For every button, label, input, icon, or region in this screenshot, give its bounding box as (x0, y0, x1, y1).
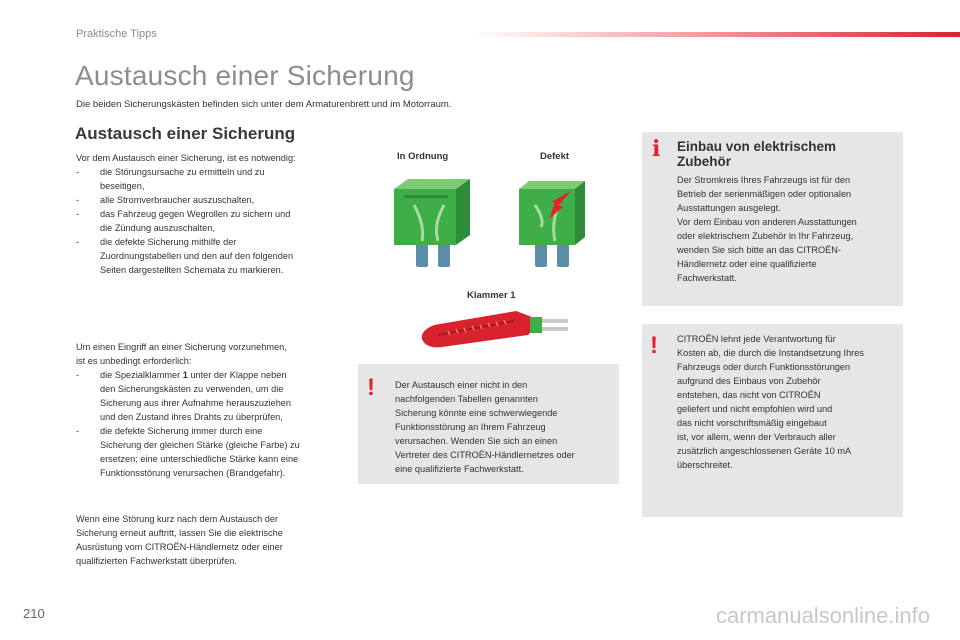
list-dash: - (76, 167, 80, 177)
line: Vor dem Einbau von anderen Ausstattungen (677, 217, 857, 227)
line: ist es unbedingt erforderlich: (76, 356, 192, 366)
watermark: carmanualsonline.info (715, 603, 930, 628)
list-item (76, 193, 356, 207)
info-icon: i (652, 136, 661, 162)
page-number: 210 (23, 606, 45, 621)
label-defekt: Defekt (540, 151, 570, 162)
line: Der Stromkreis Ihres Fahrzeugs ist für den (677, 175, 851, 185)
line: eine qualifizierte Fachwerkstatt. (395, 464, 524, 474)
line: beseitigen, (100, 181, 145, 191)
line: Sicherung aus ihrer Aufnahme herauszuziehen (100, 398, 292, 408)
list-dash: - (76, 209, 80, 219)
line: ersetzen; eine unterschiedliche Stärke kann eine (100, 454, 299, 464)
line: Ausstattungen ausgelegt. (677, 203, 781, 213)
liability-box (642, 324, 903, 517)
line: Sicherung erneut auftritt, lassen Sie die elektrische (76, 528, 283, 538)
line: CITROËN lehnt jede Verantwortung für (677, 334, 836, 344)
line: ist, vor allem, wenn der Verbrauch aller (677, 432, 836, 442)
line: wenden Sie sich bitte an das CITROËN- (677, 245, 841, 255)
line: die Störungsursache zu ermitteln und zu (100, 167, 265, 177)
clip-illustration (418, 305, 574, 350)
line: Einbau von elektrischem (677, 139, 837, 154)
section-label: Praktische Tipps (76, 28, 157, 40)
list-item (76, 207, 356, 235)
line: überschreitet. (677, 460, 733, 470)
text: unter der Klappe neben (187, 370, 287, 380)
intro-text: Vor dem Austausch einer Sicherung, ist es notwendig: (76, 153, 296, 163)
line: oder elektrischem Zubehör in Ihr Fahrzeug, (677, 231, 854, 241)
line: das nicht vorschriftsmäßig eingebaut (677, 418, 827, 428)
exclamation-icon: ! (650, 332, 658, 359)
line: nachfolgenden Tabellen genannten (395, 394, 538, 404)
list-dash: - (76, 237, 80, 247)
page-subtitle: Die beiden Sicherungskästen befinden sich unter dem Armaturenbrett und im Motorraum. (76, 99, 452, 110)
line: Funktionsstörung verursachen (Brandgefahr). (100, 468, 286, 478)
section-heading: Austausch einer Sicherung (75, 124, 296, 143)
line: geliefert und nicht empfohlen wird und (677, 404, 833, 414)
fuse-good-illustration (386, 175, 476, 275)
procedure-block (76, 340, 356, 480)
line: Vertreter des CITROËN-Händlernetzes oder (395, 450, 575, 460)
line: zusätzlich angeschlossenen Geräte 10 mA (677, 446, 852, 456)
label-in-ordnung: In Ordnung (397, 151, 449, 162)
label-klammer: Klammer 1 (467, 290, 516, 301)
line: Sicherung könnte eine schwerwiegende (395, 408, 558, 418)
exclamation-icon: ! (367, 374, 375, 401)
line: Funktionsstörung an Ihrem Fahrzeug (395, 422, 546, 432)
top-accent-bar (470, 32, 960, 37)
list-dash: - (76, 195, 80, 205)
line: das Fahrzeug gegen Wegrollen zu sichern und (100, 209, 291, 219)
precondition-list (76, 165, 356, 277)
line: Der Austausch einer nicht in den (395, 380, 528, 390)
clip-number: 1 (182, 370, 188, 380)
liability-text (677, 332, 901, 472)
list-dash: - (76, 370, 80, 380)
line: Zuordnungstabellen und den auf den folgenden (100, 251, 294, 261)
info-box (642, 132, 903, 306)
line: Fahrzeugs oder durch Funktionsstörungen (677, 362, 851, 372)
intro-block (76, 151, 356, 277)
line: aufgrund des Einbaus von Zubehör (677, 376, 821, 386)
list-dash: - (76, 426, 80, 436)
line (100, 368, 356, 382)
info-text (677, 173, 899, 285)
list-item (76, 424, 356, 480)
list-item (76, 165, 356, 193)
line: und den Zustand ihres Drahts zu überprüfen, (100, 412, 283, 422)
info-title (677, 139, 836, 169)
line: den Sicherungskästen zu verwenden, um die (100, 384, 284, 394)
list-item (76, 368, 356, 424)
page-title: Austausch einer Sicherung (75, 60, 415, 91)
line: qualifizierten Fachwerkstatt überprüfen. (76, 556, 237, 566)
text: die Spezialklammer (100, 370, 183, 380)
line: Betrieb der serienmäßigen oder optionalen (677, 189, 852, 199)
line: die defekte Sicherung mithilfe der (100, 237, 237, 247)
warning-box (358, 364, 619, 484)
line: die defekte Sicherung immer durch eine (100, 426, 263, 436)
list-item (76, 235, 356, 277)
warning-text (395, 378, 615, 476)
line: Wenn eine Störung kurz nach dem Austausch der (76, 514, 279, 524)
line: Seiten dargestellten Schemata zu markieren. (100, 265, 284, 275)
procedure-list (76, 368, 356, 480)
line: Händlernetz oder eine qualifizierte (677, 259, 817, 269)
line: verursachen. Wenden Sie sich an einen (395, 436, 558, 446)
line: alle Stromverbraucher auszuschalten, (100, 195, 255, 205)
fuse-defect-illustration (515, 175, 605, 275)
line: Ausrüstung vom CITROËN-Händlernetz oder einer (76, 542, 283, 552)
line: die Zündung auszuschalten, (100, 223, 215, 233)
line: Um einen Eingriff an einer Sicherung vorzunehmen, (76, 342, 287, 352)
line: Fachwerkstatt. (677, 273, 737, 283)
line: entstehen, das nicht von CITROËN (677, 390, 821, 400)
line: Kosten ab, die durch die Instandsetzung Ihres (677, 348, 864, 358)
recheck-block (76, 512, 356, 568)
line: Sicherung der gleichen Stärke (gleiche Farbe) zu (100, 440, 300, 450)
line: Zubehör (677, 154, 731, 169)
